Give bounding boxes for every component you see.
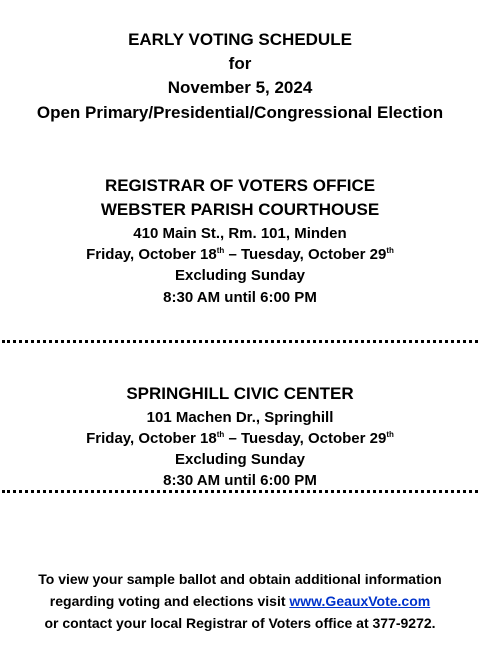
- dotted-divider: [2, 490, 478, 493]
- office-address: 101 Machen Dr., Springhill: [146, 409, 334, 426]
- office-name-registrar: REGISTRAR OF VOTERS OFFICE: [104, 176, 376, 195]
- office-hours: 8:30 AM until 6:00 PM: [163, 289, 317, 306]
- dotted-divider: [2, 340, 478, 343]
- footer-line-3: or contact your local Registrar of Voters office at 377-9272.: [44, 615, 436, 631]
- office-name-springhill: SPRINGHILL CIVIC CENTER: [126, 384, 354, 403]
- footer-line-1: To view your sample ballot and obtain additional information: [38, 571, 442, 587]
- footer-line-2: regarding voting and elections visit www.GeauxVote.com: [49, 593, 431, 609]
- office-name-courthouse: WEBSTER PARISH COURTHOUSE: [100, 200, 380, 219]
- office-excluding: Excluding Sunday: [174, 267, 306, 284]
- schedule-for: for: [228, 54, 252, 73]
- office-dates: Friday, October 18th – Tuesday, October 29th: [86, 430, 394, 447]
- office-address: 410 Main St., Rm. 101, Minden: [133, 225, 347, 242]
- office-excluding: Excluding Sunday: [174, 451, 306, 468]
- schedule-title: EARLY VOTING SCHEDULE: [128, 30, 352, 49]
- geauxvote-link[interactable]: www.GeauxVote.com: [289, 593, 431, 609]
- election-name: Open Primary/Presidential/Congressional Election: [36, 103, 444, 122]
- office-dates: Friday, October 18th – Tuesday, October 29th: [86, 246, 394, 263]
- election-date: November 5, 2024: [167, 78, 313, 97]
- office-hours: 8:30 AM until 6:00 PM: [163, 472, 317, 489]
